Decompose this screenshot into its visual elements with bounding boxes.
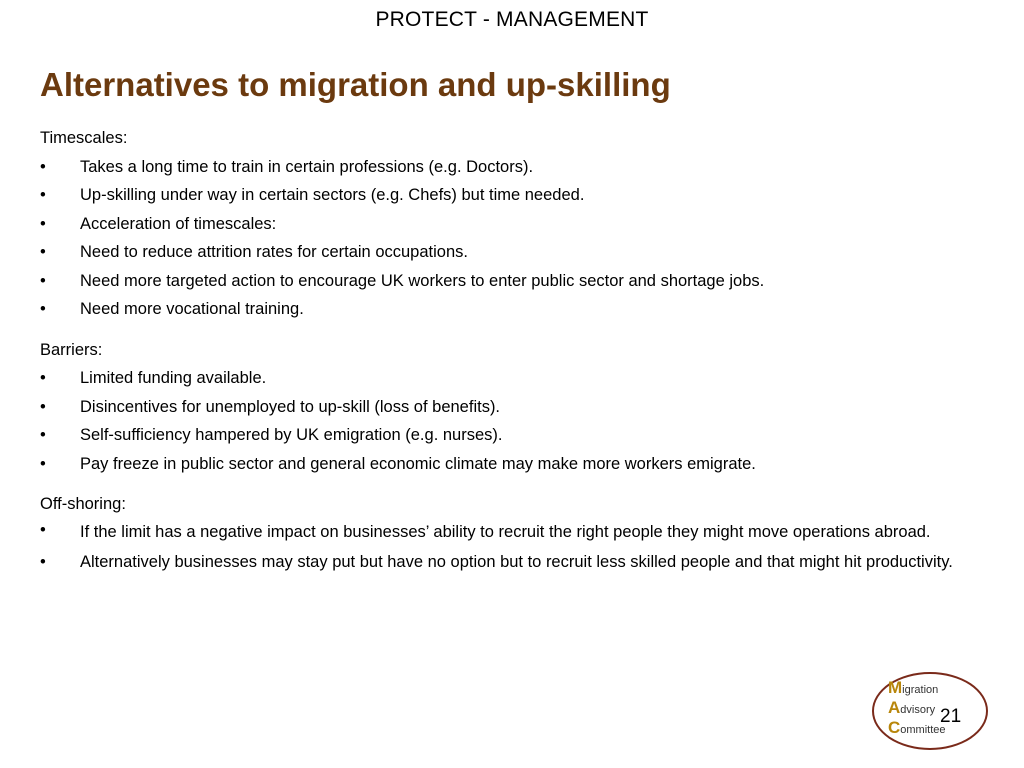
bullet-marker: • <box>40 369 46 387</box>
bullet-marker: • <box>40 520 46 539</box>
bullet-item <box>40 450 960 479</box>
section-heading: Barriers: <box>40 340 103 359</box>
page-number: 21 <box>940 706 962 727</box>
bullet-marker: • <box>40 243 46 261</box>
bullet-marker: • <box>40 300 46 318</box>
classification-label: PROTECT - MANAGEMENT <box>375 8 649 31</box>
bullet-item <box>40 519 960 547</box>
bullet-text: Disincentives for unemployed to up-skill (loss of benefits). <box>80 397 501 416</box>
bullet-marker: • <box>40 157 46 176</box>
bullet-item <box>40 267 960 296</box>
logo-initial: A <box>888 698 901 717</box>
bullet-item <box>40 153 960 182</box>
logo-initial: C <box>888 718 901 737</box>
bullet-item <box>40 210 960 239</box>
section-heading: Timescales: <box>40 129 128 147</box>
section-timescales <box>40 124 960 324</box>
logo-initial: M <box>888 678 903 697</box>
bullet-list <box>40 364 960 478</box>
logo-line-migration <box>888 678 938 698</box>
logo-line-committee <box>888 718 946 738</box>
mac-logo <box>872 672 988 750</box>
bullet-item <box>40 295 960 324</box>
section-off-shoring <box>40 490 960 577</box>
logo-word: igration <box>902 684 939 696</box>
bullet-marker: • <box>40 454 46 473</box>
bullet-list <box>40 519 960 577</box>
section-heading: Off-shoring: <box>40 495 126 513</box>
bullet-text: Limited funding available. <box>80 369 267 387</box>
bullet-marker: • <box>40 397 46 416</box>
bullet-item <box>40 421 960 450</box>
logo-word: ommittee <box>900 724 946 736</box>
logo-word: dvisory <box>900 704 936 716</box>
bullet-text: Up-skilling under way in certain sectors (e.g. Chefs) but time needed. <box>80 186 585 204</box>
bullet-text: If the limit has a negative impact on businesses’ ability to recruit the right people they might move operations abroad. <box>80 522 931 541</box>
bullet-item <box>40 181 960 210</box>
bullet-text: Need to reduce attrition rates for certain occupations. <box>80 243 468 261</box>
bullet-text: Acceleration of timescales: <box>80 214 277 233</box>
bullet-item <box>40 364 960 393</box>
bullet-text: Pay freeze in public sector and general economic climate may make more workers emigrate. <box>80 454 756 473</box>
slide-body <box>40 124 960 589</box>
bullet-marker: • <box>40 552 46 571</box>
bullet-marker: • <box>40 271 46 290</box>
bullet-text: Need more targeted action to encourage UK workers to enter public sector and shortage jobs. <box>80 271 765 290</box>
bullet-marker: • <box>40 426 46 444</box>
bullet-marker: • <box>40 214 46 233</box>
slide-title: Alternatives to migration and up-skilling <box>40 66 671 103</box>
bullet-item <box>40 393 960 422</box>
bullet-item <box>40 547 960 577</box>
bullet-text: Alternatively businesses may stay put but have no option but to recruit less skilled people and that might hit productivity. <box>80 552 953 571</box>
bullet-item <box>40 238 960 267</box>
section-barriers <box>40 336 960 479</box>
bullet-list <box>40 153 960 324</box>
bullet-text: Need more vocational training. <box>80 300 304 318</box>
bullet-text: Takes a long time to train in certain professions (e.g. Doctors). <box>80 157 534 176</box>
logo-line-advisory <box>888 698 935 718</box>
bullet-text: Self-sufficiency hampered by UK emigration (e.g. nurses). <box>80 426 503 444</box>
bullet-marker: • <box>40 186 46 204</box>
